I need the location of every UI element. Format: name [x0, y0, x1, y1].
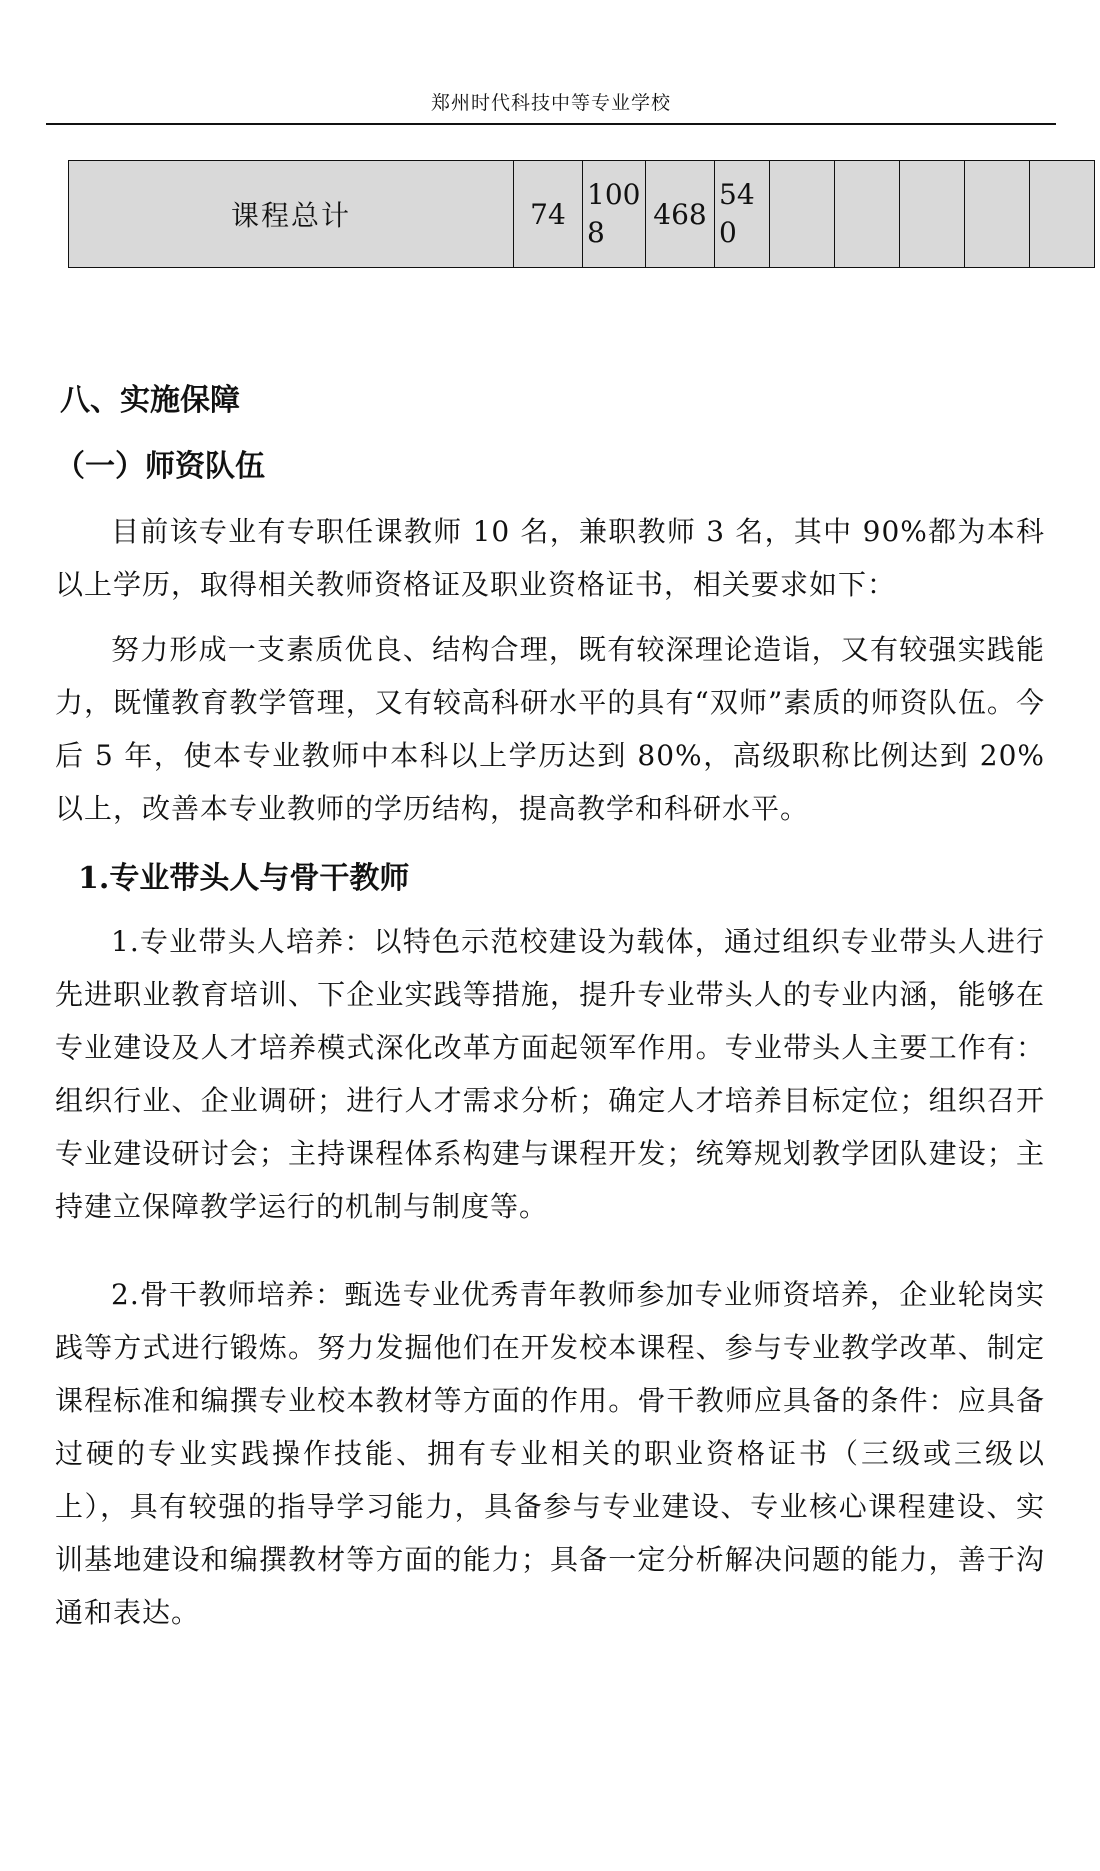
table-row — [69, 161, 1095, 268]
course-total-table — [68, 160, 1095, 268]
subsection-title: （一）师资队伍 — [55, 449, 265, 484]
table-cell: 1008 — [583, 161, 646, 268]
item-heading: 1.专业带头人与骨干教师 — [78, 861, 410, 896]
section-title: 八、实施保障 — [60, 383, 240, 418]
paragraph: 目前该专业有专职任课教师 10 名，兼职教师 3 名，其中 90%都为本科以上学历，取得相关教师资格证及职业资格证书，相关要求如下： — [55, 515, 1045, 601]
table-cell: 74 — [514, 161, 583, 268]
table-cell — [900, 161, 965, 268]
paragraph: 1.专业带头人培养：以特色示范校建设为载体，通过组织专业带头人进行先进职业教育培训、下企业实践等措施，提升专业带头人的专业内涵，能够在专业建设及人才培养模式深化改革方面起领军作用。专业带头人主要工作有：组织行业、企业调研；进行人才需求分析；确定人才培养目标定位；组织召开专业建设研讨会；主持课程体系构建与课程开发；统筹规划教学团队建设；主持建立保障教学运行的机制与制度等。 — [55, 925, 1045, 1223]
course-total-label: 课程总计 — [69, 161, 514, 268]
paragraph: 努力形成一支素质优良、结构合理，既有较深理论造诣，又有较强实践能力，既懂教育教学管理，又有较高科研水平的具有“双师”素质的师资队伍。今后 5 年，使本专业教师中本科以上学历达到 80%，高级职称比例达到 20%以上，改善本专业教师的学历结构，提高教学和科研水平。 — [55, 633, 1045, 825]
table-cell: 468 — [646, 161, 715, 268]
table-cell: 540 — [715, 161, 770, 268]
paragraph: 2.骨干教师培养：甄选专业优秀青年教师参加专业师资培养，企业轮岗实践等方式进行锻炼。努力发掘他们在开发校本课程、参与专业教学改革、制定课程标准和编撰专业校本教材等方面的作用。骨干教师应具备的条件：应具备过硬的专业实践操作技能、拥有专业相关的职业资格证书（三级或三级以上），具有较强的指导学习能力，具备参与专业建设、专业核心课程建设、实训基地建设和编撰教材等方面的能力；具备一定分析解决问题的能力，善于沟通和表达。 — [55, 1278, 1045, 1629]
header-divider — [46, 123, 1056, 125]
page-header: 郑州时代科技中等专业学校 — [430, 92, 671, 114]
table-cell — [1030, 161, 1095, 268]
table-cell — [835, 161, 900, 268]
table-cell — [770, 161, 835, 268]
table-cell — [965, 161, 1030, 268]
